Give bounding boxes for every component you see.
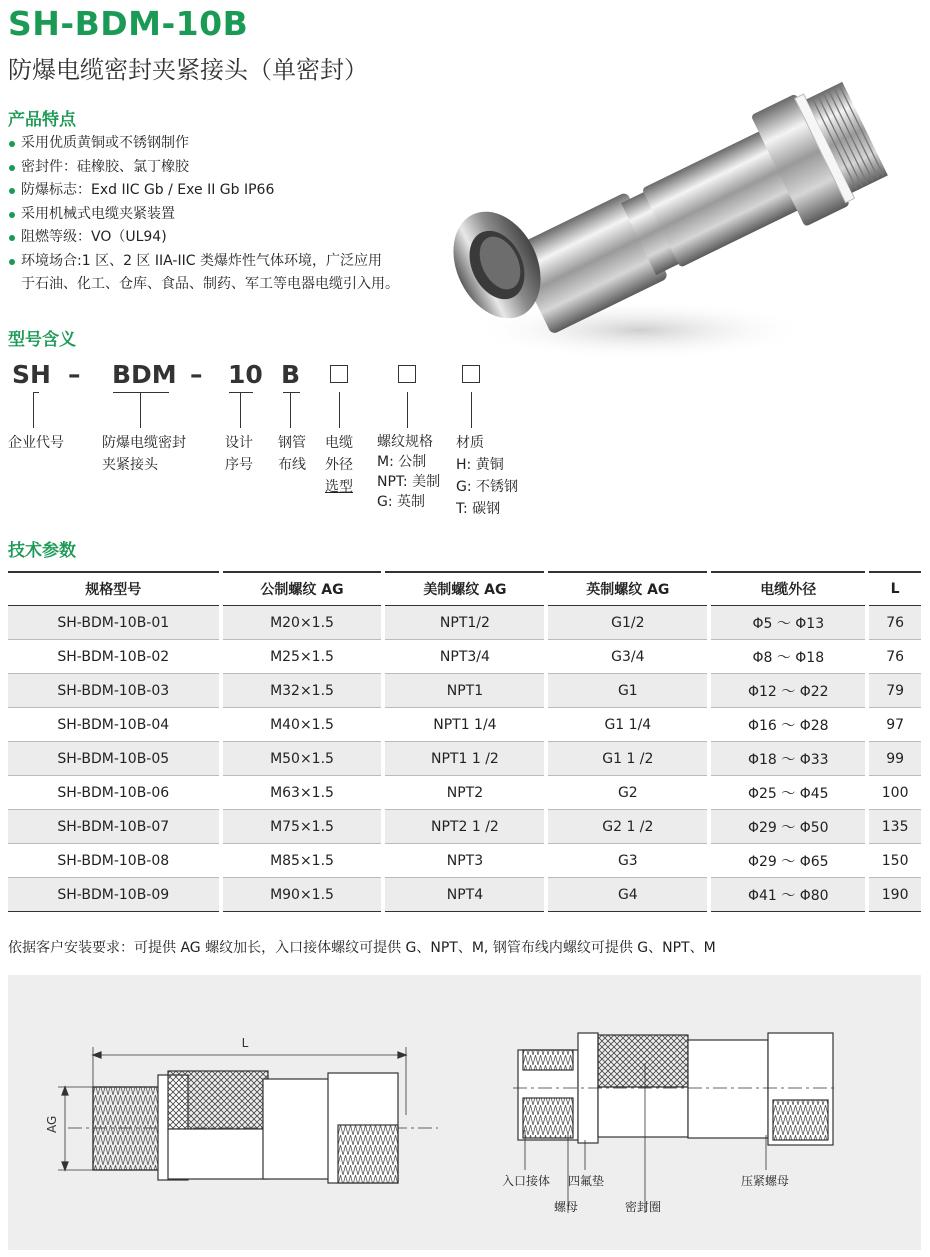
table-cell: 150 — [867, 844, 921, 878]
feature-item: 采用优质黄铜或不锈钢制作 — [8, 132, 399, 156]
code-bdm: BDM — [112, 360, 177, 389]
table-cell: G1 1/4 — [546, 708, 709, 742]
table-cell: NPT1/2 — [383, 606, 546, 640]
params-table — [8, 571, 921, 912]
table-cell: 97 — [867, 708, 921, 742]
part-inlet-body: 入口接体 — [502, 1174, 551, 1188]
part-nut: 螺母 — [554, 1200, 579, 1214]
label-product-type: 防爆电缆密封 夹紧接头 — [102, 435, 186, 473]
table-cell: Φ29 ～ Φ65 — [709, 844, 867, 878]
table-cell: 100 — [867, 776, 921, 810]
code-thread-box — [398, 365, 416, 383]
bracket — [229, 392, 253, 393]
table-cell: M32×1.5 — [221, 674, 384, 708]
table-cell: 99 — [867, 742, 921, 776]
bracket — [113, 392, 169, 393]
label-cable-diameter: 电缆 外径 选型 — [325, 435, 353, 495]
column-header: 公制螺纹 AG — [221, 572, 384, 606]
section-view — [513, 1033, 838, 1145]
table-cell: Φ12 ～ Φ22 — [709, 674, 867, 708]
table-cell: M25×1.5 — [221, 640, 384, 674]
code-cable-box — [330, 365, 348, 383]
table-cell: Φ5 ～ Φ13 — [709, 606, 867, 640]
part-compression-nut: 压紧螺母 — [741, 1174, 790, 1188]
table-row — [8, 844, 921, 878]
feature-item: 密封件：硅橡胶、氯丁橡胶 — [8, 156, 399, 180]
table-cell: 76 — [867, 606, 921, 640]
table-row — [8, 708, 921, 742]
bracket — [407, 392, 408, 428]
table-cell: G1 1 /2 — [546, 742, 709, 776]
features-heading: 产品特点 — [8, 110, 76, 130]
table-cell: SH-BDM-10B-09 — [8, 878, 221, 912]
table-row — [8, 776, 921, 810]
column-header: 英制螺纹 AG — [546, 572, 709, 606]
code-company: SH — [12, 360, 51, 389]
bracket — [283, 392, 300, 393]
table-row — [8, 606, 921, 640]
table-cell: SH-BDM-10B-03 — [8, 674, 221, 708]
features-list — [8, 132, 399, 297]
column-header: L — [867, 572, 921, 606]
bracket — [290, 392, 291, 428]
column-header: 规格型号 — [8, 572, 221, 606]
installation-note: 依据客户安装要求：可提供 AG 螺纹加长，入口接体螺纹可提供 G、NPT、M, 钢管布线内螺纹可提供 G、NPT、M — [8, 940, 716, 956]
table-cell: G3 — [546, 844, 709, 878]
table-cell: M90×1.5 — [221, 878, 384, 912]
label-design-number: 设计 序号 — [225, 435, 253, 473]
table-cell: Φ41 ～ Φ80 — [709, 878, 867, 912]
table-cell: NPT1 1/4 — [383, 708, 546, 742]
table-cell: Φ18 ～ Φ33 — [709, 742, 867, 776]
table-cell: Φ8 ～ Φ18 — [709, 640, 867, 674]
code-dash: – — [68, 360, 81, 389]
column-header: 美制螺纹 AG — [383, 572, 546, 606]
table-cell: NPT3/4 — [383, 640, 546, 674]
table-cell: 190 — [867, 878, 921, 912]
product-name: 防爆电缆密封夹紧接头（单密封） — [8, 56, 368, 84]
bracket — [471, 392, 472, 428]
feature-item: 采用机械式电缆夹紧装置 — [8, 203, 399, 227]
table-cell: G2 1 /2 — [546, 810, 709, 844]
code-conduit: B — [281, 360, 301, 389]
table-cell: M63×1.5 — [221, 776, 384, 810]
table-row — [8, 674, 921, 708]
product-photo — [440, 60, 930, 370]
table-cell: SH-BDM-10B-07 — [8, 810, 221, 844]
table-cell: NPT1 1 /2 — [383, 742, 546, 776]
part-seal-ring: 密封圈 — [625, 1200, 662, 1214]
dim-ag-label: AG — [45, 1115, 59, 1133]
table-cell: 79 — [867, 674, 921, 708]
table-cell: Φ25 ～ Φ45 — [709, 776, 867, 810]
table-cell: G1 — [546, 674, 709, 708]
table-cell: G2 — [546, 776, 709, 810]
table-cell: M20×1.5 — [221, 606, 384, 640]
label-conduit: 钢管 布线 — [278, 435, 306, 473]
table-cell: 76 — [867, 640, 921, 674]
table-cell: NPT4 — [383, 878, 546, 912]
bracket — [240, 392, 241, 428]
dim-l-label: L — [241, 1036, 249, 1050]
table-cell: M40×1.5 — [221, 708, 384, 742]
table-cell: NPT2 — [383, 776, 546, 810]
feature-item: 阻燃等级：VO（UL94) — [8, 226, 399, 250]
table-cell: SH-BDM-10B-01 — [8, 606, 221, 640]
side-view — [58, 1047, 438, 1183]
product-model-title: SH-BDM-10B — [8, 4, 249, 43]
table-cell: M75×1.5 — [221, 810, 384, 844]
label-company-code: 企业代号 — [8, 435, 64, 451]
table-cell: NPT1 — [383, 674, 546, 708]
bracket — [33, 392, 34, 428]
table-cell: Φ29 ～ Φ50 — [709, 810, 867, 844]
bracket — [140, 392, 141, 428]
params-heading: 技术参数 — [8, 541, 76, 561]
label-thread-spec: 螺纹规格 M: 公制 NPT: 美制 G: 英制 — [377, 434, 441, 510]
code-dash: – — [190, 360, 203, 389]
table-cell: SH-BDM-10B-04 — [8, 708, 221, 742]
table-row — [8, 810, 921, 844]
table-header-row — [8, 572, 921, 606]
code-design-number: 10 — [228, 360, 263, 389]
table-row — [8, 640, 921, 674]
table-cell: NPT2 1 /2 — [383, 810, 546, 844]
column-header: 电缆外径 — [709, 572, 867, 606]
table-cell: Φ16 ～ Φ28 — [709, 708, 867, 742]
table-cell: G3/4 — [546, 640, 709, 674]
table-cell: G4 — [546, 878, 709, 912]
table-cell: SH-BDM-10B-06 — [8, 776, 221, 810]
table-cell: SH-BDM-10B-02 — [8, 640, 221, 674]
table-row — [8, 878, 921, 912]
feature-item: 防爆标志：Exd IIC Gb / Exe II Gb IP66 — [8, 179, 399, 203]
table-row — [8, 742, 921, 776]
code-material-box — [462, 365, 480, 383]
model-meaning-heading: 型号含义 — [8, 330, 76, 350]
table-cell: M50×1.5 — [221, 742, 384, 776]
feature-item-continuation: 于石油、化工、仓库、食品、制药、军工等电器电缆引入用。 — [21, 276, 399, 292]
label-material: 材质 H: 黄铜 G: 不锈钢 T: 碳钢 — [456, 435, 519, 517]
feature-item: 环境场合:1 区、2 区 IIA-IIC 类爆炸性气体环境，广泛应用 — [8, 250, 399, 274]
table-cell: SH-BDM-10B-05 — [8, 742, 221, 776]
table-cell: SH-BDM-10B-08 — [8, 844, 221, 878]
table-cell: 135 — [867, 810, 921, 844]
table-cell: M85×1.5 — [221, 844, 384, 878]
table-cell: G1/2 — [546, 606, 709, 640]
part-ptfe-gasket: 四氟垫 — [568, 1174, 605, 1188]
table-cell: NPT3 — [383, 844, 546, 878]
bracket — [339, 392, 340, 428]
technical-drawing — [8, 975, 921, 1250]
